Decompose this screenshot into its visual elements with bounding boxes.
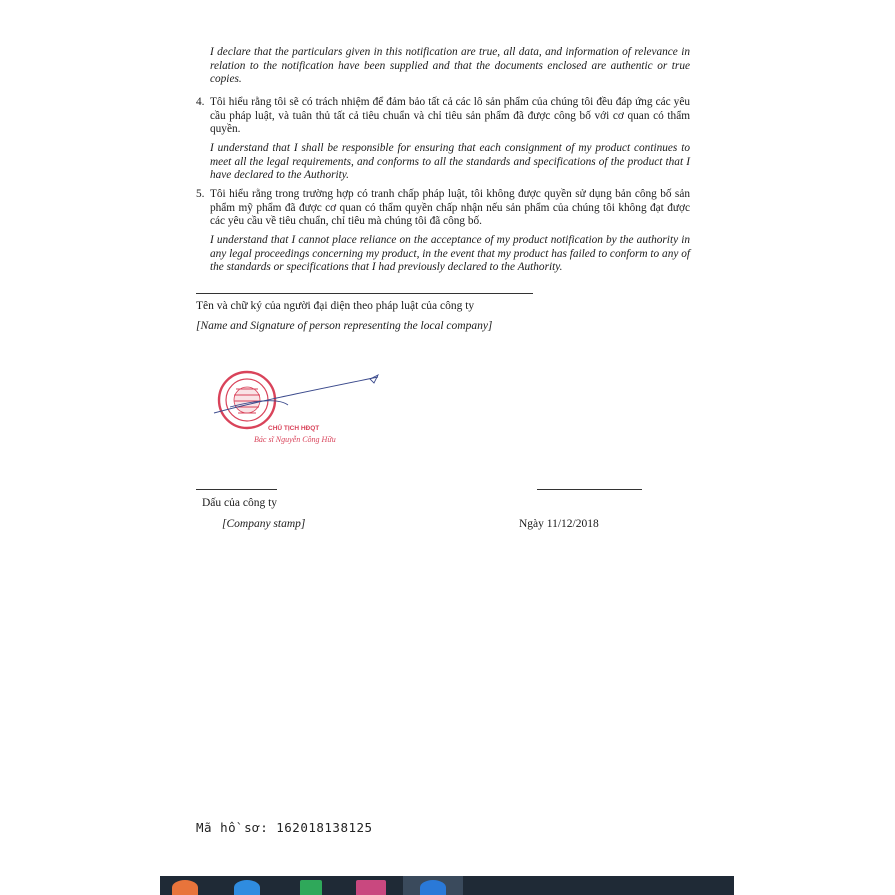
date-line xyxy=(537,489,642,490)
active-app-button[interactable] xyxy=(403,876,463,895)
stamp-name: Bác sĩ Nguyễn Công Hữu xyxy=(254,435,336,444)
declaration-3-english: I declare that the particulars given in this notification are true, all data, and information of relevance in relation to the notification have been supplied and that the documents enclosed are authentic or true copies. xyxy=(210,46,690,86)
stamp-title: CHỦ TỊCH HĐQT xyxy=(268,425,320,432)
company-stamp-label-vietnamese: Dấu của công ty xyxy=(202,497,278,509)
signature-line xyxy=(196,293,533,294)
app-blue-icon[interactable] xyxy=(234,880,260,895)
signature-label-vietnamese: Tên và chữ ký của người đại diện theo pháp luật của công ty xyxy=(196,300,475,312)
company-seal-and-signature xyxy=(210,365,390,455)
app-pink-icon[interactable] xyxy=(356,880,386,895)
file-code: Mã hồ sơ: 162018138125 xyxy=(196,820,373,835)
declaration-5-vietnamese: Tôi hiểu rằng trong trường hợp có tranh chấp pháp luật, tôi không được quyền sử dụng bản công bố sản phẩm mỹ phẩm đã được cơ quan có thẩm quyền chấp nhận nếu sản phẩm của chúng tôi không đạt được các yêu cầu về tiêu chuẩn, chỉ tiêu mà chúng tôi đã công bố. xyxy=(210,188,690,228)
app-green-icon[interactable] xyxy=(300,880,322,895)
item-number-5: 5. xyxy=(196,188,205,200)
app-orange-icon[interactable] xyxy=(172,880,198,895)
stamp-line xyxy=(196,489,277,490)
taskbar xyxy=(160,876,734,895)
declaration-5-english: I understand that I cannot place reliance on the acceptance of my product notification by the authority in any legal proceedings concerning my product, in the event that my product has failed to conform to any of the standards or specifications that I had previously declared to the Authority. xyxy=(210,234,690,274)
declaration-4-english: I understand that I shall be responsible for ensuring that each consignment of my product continues to meet all the legal requirements, and conforms to all the standards and specifications of the product that I have declared to the Authority. xyxy=(210,142,690,182)
signature-label-english: [Name and Signature of person representing the local company] xyxy=(196,320,493,332)
declaration-4-vietnamese: Tôi hiểu rằng tôi sẽ có trách nhiệm để đảm bảo tất cả các lô sản phẩm của chúng tôi đều đáp ứng các yêu cầu pháp luật, và tuân thủ tất cả tiêu chuẩn và chỉ tiêu sản phẩm đã được công bố với cơ quan có thẩm quyền. xyxy=(210,96,690,136)
company-stamp-label-english: [Company stamp] xyxy=(222,518,306,530)
item-number-4: 4. xyxy=(196,96,205,108)
active-app-icon xyxy=(420,880,446,895)
document-date: Ngày 11/12/2018 xyxy=(519,518,599,530)
